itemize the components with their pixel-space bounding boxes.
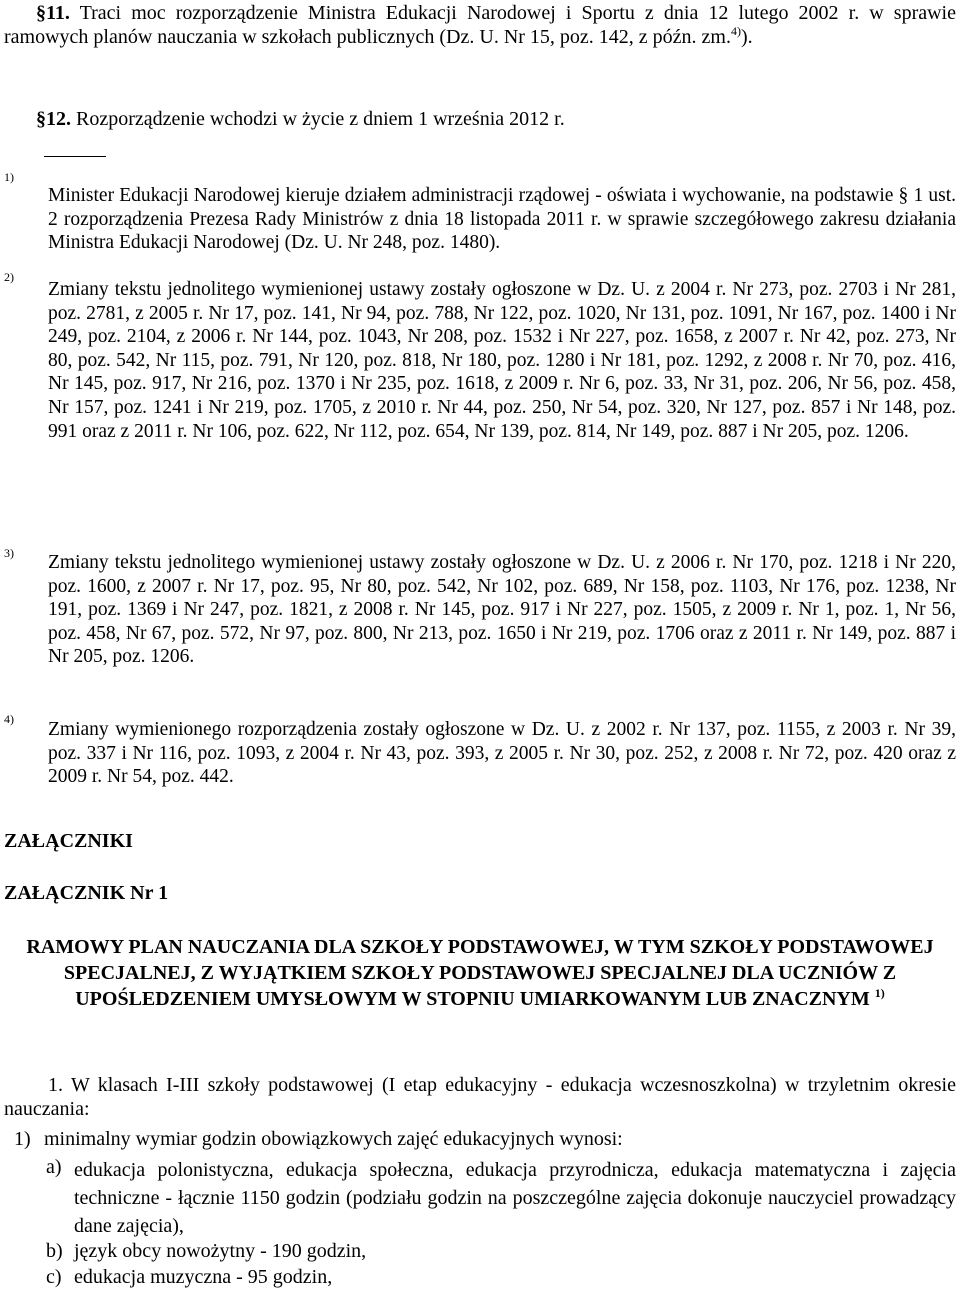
- section-symbol: §: [36, 2, 46, 24]
- paragraph-text-end: ).: [740, 25, 753, 48]
- attachments-heading: ZAŁĄCZNIKI: [4, 830, 133, 852]
- footnote-text: Zmiany wymienionego rozporządzenia zostały ogłoszone w Dz. U. z 2002 r. Nr 137, poz. 1155, z 2003 r. Nr 39, poz. 337 i Nr 116, poz. 1093, z 2004 r. Nr 43, poz. 393, z 2005 r. Nr 30, poz. 252, z 2008 r. Nr 72, poz. 420 oraz z 2009 r. Nr 54, poz. 442.: [48, 719, 956, 788]
- attachment-heading: ZAŁĄCZNIK Nr 1: [4, 882, 169, 904]
- list-item-text: edukacja muzyczna - 95 godzin,: [74, 1266, 333, 1288]
- list-label: 1): [14, 1128, 31, 1150]
- footnote-marker: 1): [4, 170, 14, 184]
- footnote-text: Minister Edukacji Narodowej kieruje działem administracji rządowej - oświata i wychowanie, na podstawie § 1 ust. 2 rozporządzenia Prezesa Rady Ministrów z dnia 18 listopada 2011 r. w sprawie szczegółowego zakresu działania Ministra Edukacji Narodowej (Dz. U. Nr 248, poz. 1480).: [48, 185, 956, 254]
- plan-title-text: RAMOWY PLAN NAUCZANIA DLA SZKOŁY PODSTAWOWEJ, W TYM SZKOŁY PODSTAWOWEJ SPECJALNEJ, Z WYJĄTKIEM SZKOŁY PODSTAWOWEJ SPECJALNEJ DLA UCZNIÓW Z UPOŚLEDZENIEM UMYSŁOWYM W STOPNIU UMIARKOWANYM LUB ZNACZNYM: [26, 936, 934, 1010]
- footnote-marker: 2): [4, 270, 14, 284]
- footnote-ref: 1): [874, 986, 885, 1000]
- footnote-separator: [44, 156, 106, 157]
- paragraph-number: 12.: [46, 108, 71, 130]
- list-label: b): [46, 1240, 63, 1262]
- list-label: a): [46, 1156, 62, 1178]
- list-item-text: minimalny wymiar godzin obowiązkowych zajęć edukacyjnych wynosi:: [44, 1128, 623, 1150]
- footnote-marker: 4): [4, 712, 14, 726]
- list-item-text: język obcy nowożytny - 190 godzin,: [74, 1240, 367, 1262]
- paragraph-12: [36, 108, 956, 132]
- footnote-ref: 4): [730, 23, 741, 38]
- section-symbol: §: [36, 108, 46, 130]
- point-1: 1. W klasach I-III szkoły podstawowej (I etap edukacyjny - edukacja wczesnoszkolna) w trzyletnim okresie nauczania:: [4, 1074, 956, 1120]
- list-item-text: edukacja polonistyczna, edukacja społeczna, edukacja przyrodnicza, edukacja matematyczna i zajęcia techniczne - łącznie 1150 godzin (podziału godzin na poszczególne zajęcia dokonuje nauczyciel prowadzący dane zajęcia),: [74, 1159, 956, 1237]
- paragraph-11: [4, 2, 956, 51]
- footnote-text: Zmiany tekstu jednolitego wymienionej ustawy zostały ogłoszone w Dz. U. z 2006 r. Nr 170, poz. 1218 i Nr 220, poz. 1600, z 2007 r. Nr 17, poz. 95, Nr 80, poz. 542, Nr 102, poz. 689, Nr 158, poz. 1103, Nr 176, poz. 1238, Nr 191, poz. 1369 i Nr 247, poz. 1821, z 2008 r. Nr 145, poz. 917 i Nr 227, poz. 1505, z 2009 r. Nr 1, poz. 1, Nr 56, poz. 458, Nr 67, poz. 572, Nr 97, poz. 800, Nr 213, poz. 1650 i Nr 219, poz. 1706 oraz z 2011 r. Nr 149, poz. 887 i Nr 205, poz. 1206.: [48, 552, 956, 668]
- paragraph-text: Traci moc rozporządzenie Ministra Edukacji Narodowej i Sportu z dnia 12 lutego 2002 r. w sprawie ramowych planów nauczania w szkołach publicznych (Dz. U. Nr 15, poz. 142, z późn. zm.: [4, 2, 956, 48]
- plan-title: [4, 934, 956, 1014]
- list-label: c): [46, 1266, 62, 1288]
- paragraph-text: Rozporządzenie wchodzi w życie z dniem 1 września 2012 r.: [71, 108, 565, 130]
- footnote-text: Zmiany tekstu jednolitego wymienionej ustawy zostały ogłoszone w Dz. U. z 2004 r. Nr 273, poz. 2703 i Nr 281, poz. 2781, z 2005 r. Nr 17, poz. 141, Nr 94, poz. 788, Nr 122, poz. 1020, Nr 131, poz. 1091, Nr 167, poz. 1400 i Nr 249, poz. 2104, z 2006 r. Nr 144, poz. 1043, Nr 208, poz. 1532 i Nr 227, poz. 1658, z 2007 r. Nr 42, poz. 273, Nr 80, poz. 542, Nr 115, poz. 791, Nr 120, poz. 818, Nr 180, poz. 1280 i Nr 181, poz. 1292, z 2008 r. Nr 70, poz. 416, Nr 145, poz. 917, Nr 216, poz. 1370 i Nr 235, poz. 1618, z 2009 r. Nr 6, poz. 33, Nr 31, poz. 206, Nr 56, poz. 458, Nr 157, poz. 1241 i Nr 219, poz. 1705, z 2010 r. Nr 44, poz. 250, Nr 54, poz. 320, Nr 127, poz. 857 i Nr 148, poz. 991 oraz z 2011 r. Nr 106, poz. 622, Nr 112, poz. 654, Nr 139, poz. 814, Nr 149, poz. 887 i Nr 205, poz. 1206.: [48, 279, 956, 442]
- paragraph-number: 11.: [46, 2, 70, 24]
- footnote-marker: 3): [4, 546, 14, 560]
